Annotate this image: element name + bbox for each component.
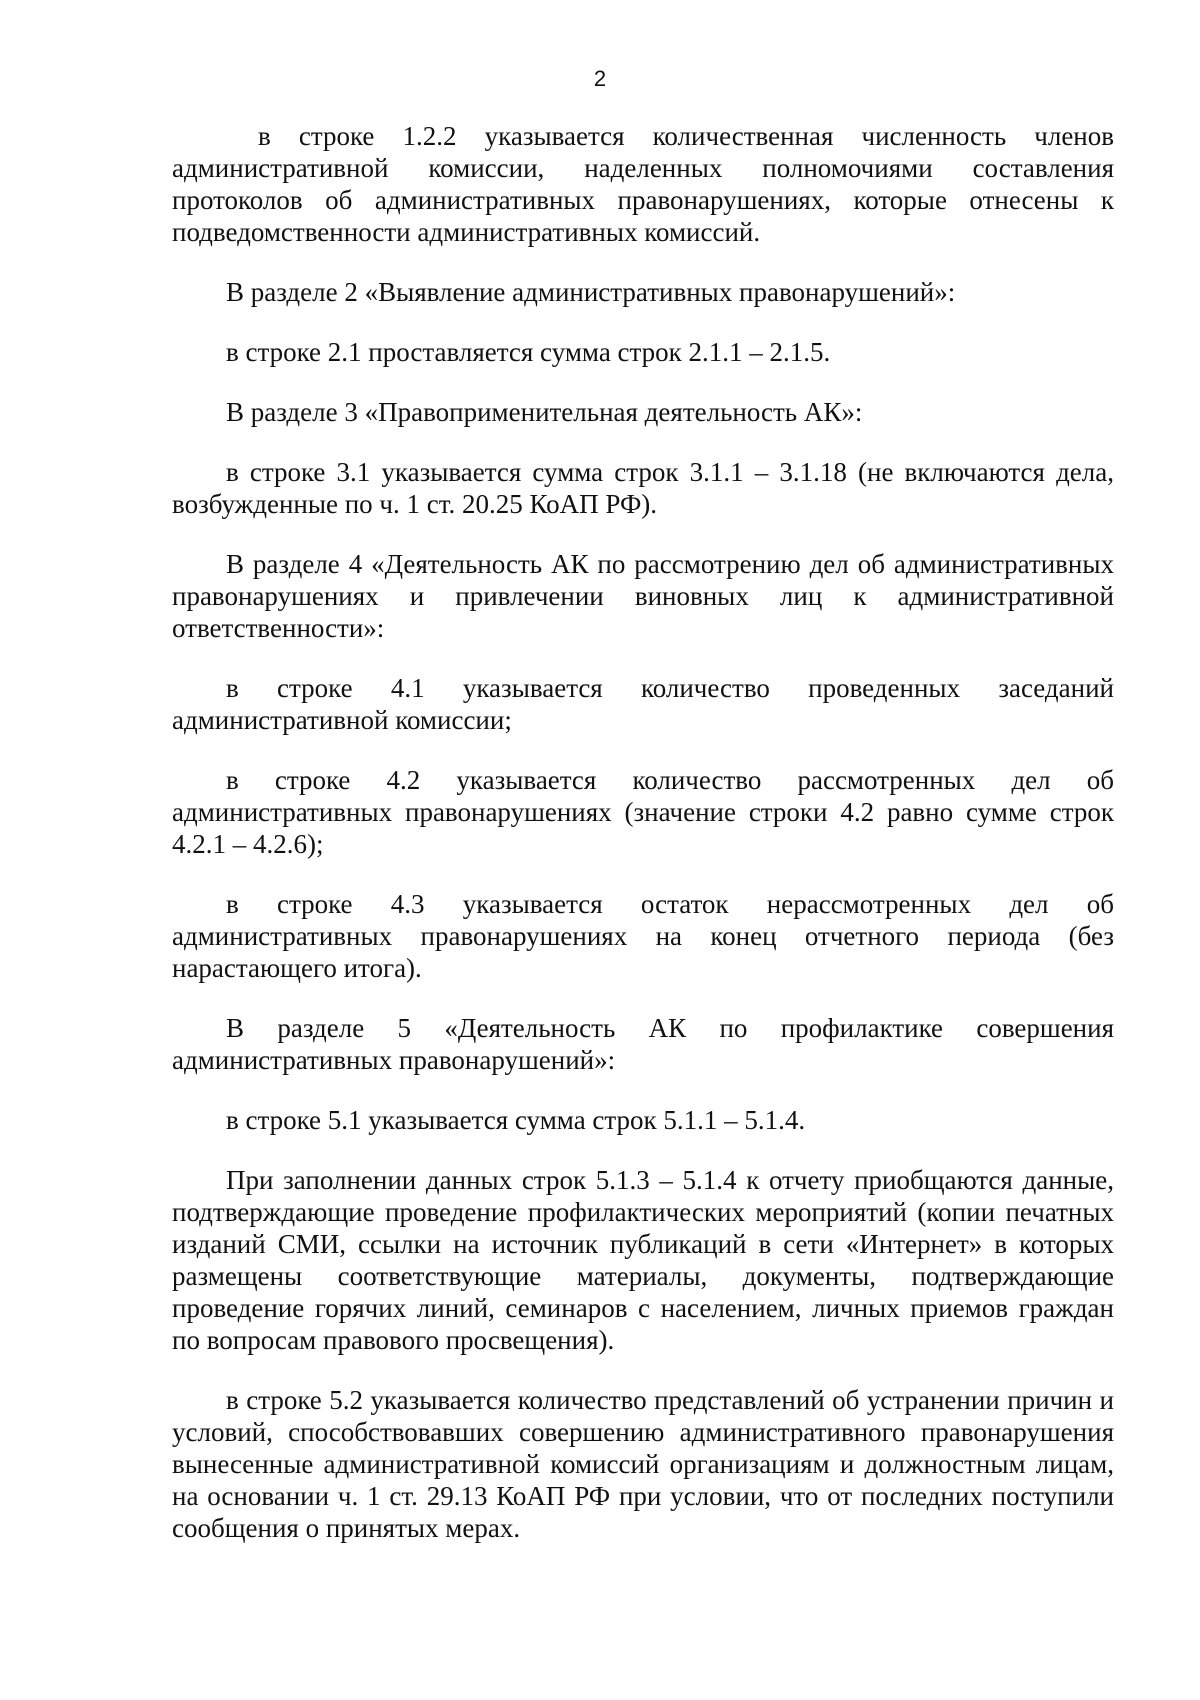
- paragraph-section-5-heading: В разделе 5 «Деятельность АК по профилактике совершения административных правонарушений»:: [172, 1013, 1114, 1075]
- paragraph-section-4-heading: В разделе 4 «Деятельность АК по рассмотрению дел об административных правонарушениях и привлечении виновных лиц к административной ответственности»:: [172, 549, 1114, 643]
- paragraph-row-4-3: в строке 4.3 указывается остаток нерассмотренных дел об административных правонарушениях на конец отчетного периода (без нарастающего итога).: [172, 889, 1114, 983]
- paragraph-row-4-2: в строке 4.2 указывается количество рассмотренных дел об административных правонарушениях (значение строки 4.2 равно сумме строк 4.2.1 – 4.2.6);: [172, 765, 1114, 859]
- paragraph-row-4-1: в строке 4.1 указывается количество проведенных заседаний административной комиссии;: [172, 673, 1114, 735]
- paragraph-rows-5-1-3-5-1-4: При заполнении данных строк 5.1.3 – 5.1.4 к отчету приобщаются данные, подтверждающие проведение профилактических мероприятий (копии печатных изданий СМИ, ссылки на источник публикаций в сети «Интернет» в которых размещены соответствующие материалы, документы, подтверждающие проведение горячих линий, семинаров с населением, личных приемов граждан по вопросам правового просвещения).: [172, 1165, 1114, 1355]
- page-number: 2: [593, 66, 607, 91]
- paragraph-row-3-1: в строке 3.1 указывается сумма строк 3.1.1 – 3.1.18 (не включаются дела, возбужденные по ч. 1 ст. 20.25 КоАП РФ).: [172, 457, 1114, 519]
- paragraph-row-5-2: в строке 5.2 указывается количество представлений об устранении причин и условий, способствовавших совершению административного правонарушения вынесенные административной комиссий организациям и должностным лицам, на основании ч. 1 ст. 29.13 КоАП РФ при условии, что от последних поступили сообщения о принятых мерах.: [172, 1385, 1114, 1543]
- paragraph-row-5-1: в строке 5.1 указывается сумма строк 5.1.1 – 5.1.4.: [226, 1105, 806, 1135]
- paragraph-row-2-1: в строке 2.1 проставляется сумма строк 2.1.1 – 2.1.5.: [226, 337, 831, 367]
- paragraph-row-1-2-2: в строке 1.2.2 указывается количественная численность членов административной комиссии, наделенных полномочиями составления протоколов об административных правонарушениях, которые отнесены к подведомственности административных комиссий.: [172, 121, 1114, 247]
- paragraph-section-3-heading: В разделе 3 «Правоприменительная деятельность АК»:: [226, 397, 863, 427]
- document-body: [172, 120, 1114, 1572]
- paragraph-section-2-heading: В разделе 2 «Выявление административных правонарушений»:: [226, 277, 956, 307]
